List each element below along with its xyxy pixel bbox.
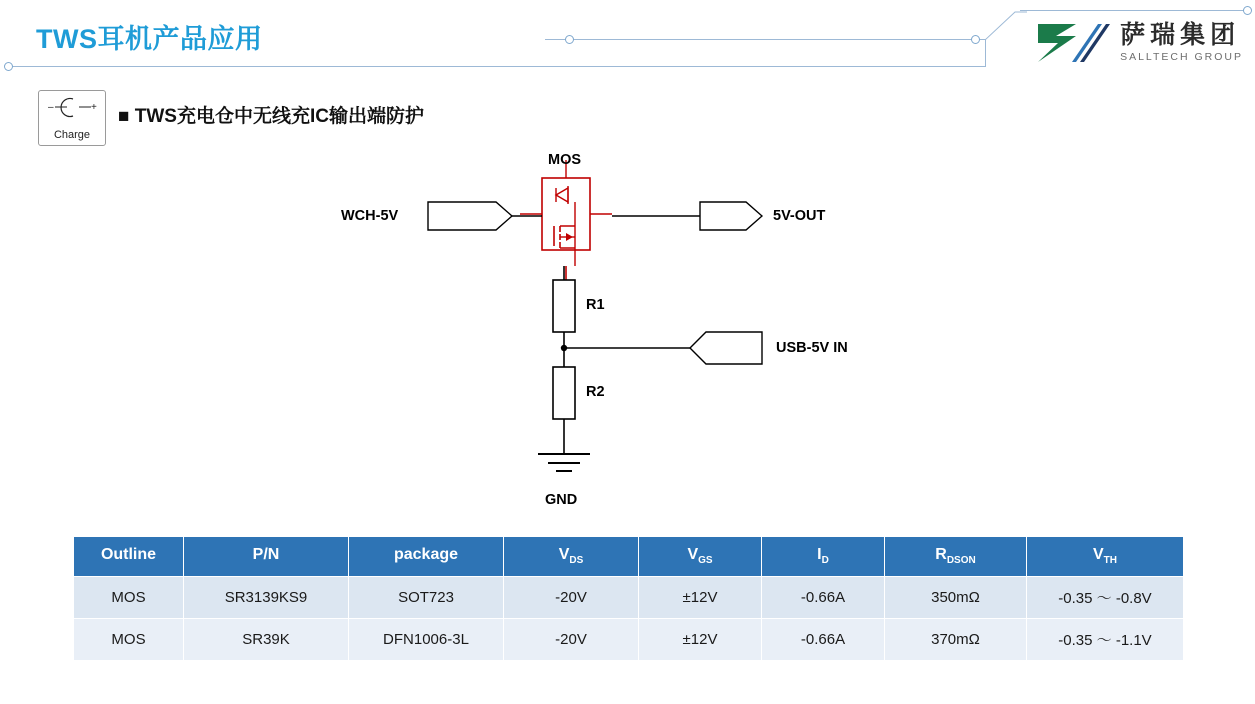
label-mos: MOS [548,152,582,168]
decorative-dot-icon [4,62,13,71]
table-cell: -0.35 ～ -0.8V [1027,577,1184,619]
header-text: I [817,546,822,564]
label-output: 5V-OUT [773,208,826,224]
header-text: V [1092,546,1104,564]
header-rule-bottom [8,66,985,67]
usb-tag-shape [690,332,762,364]
table-cell: 350mΩ [885,577,1027,619]
charge-symbol-icon [39,97,107,123]
svg-text:–: – [48,102,54,113]
table-cell: -0.66A [762,619,885,661]
header-sub: TH [1103,555,1117,567]
header-text: Outline [100,546,157,564]
table-row [74,619,1184,661]
header-sub: GS [698,555,713,567]
table-cell: SR39K [184,619,349,661]
header-text: V [687,546,699,564]
table-header-cell [504,537,639,577]
header-text: V [558,546,570,564]
page-title: TWS耳机产品应用 [36,24,263,54]
table-header-cell [885,537,1027,577]
table-header-row [74,537,1184,577]
section-heading-text: TWS充电仓中无线充IC输出端防护 [134,106,424,127]
logo-mark-icon [1036,22,1110,64]
table-cell: -20V [504,577,639,619]
table-header-cell [639,537,762,577]
table-cell: -20V [504,619,639,661]
page-header [0,0,1255,80]
svg-text:+: + [91,102,97,113]
header-rule-top-right [1020,10,1248,11]
ground-symbol-icon [538,454,590,471]
table-header-cell [74,537,184,577]
logo-text-en: SALLTECH GROUP [1120,51,1243,64]
company-logo [1036,22,1243,64]
table-header-cell [349,537,504,577]
charge-badge [38,90,106,146]
input-tag-shape [428,202,512,230]
section-heading [118,101,424,128]
table-cell: -0.35 ～ -1.1V [1027,619,1184,661]
label-usb: USB-5V IN [776,340,848,356]
header-rule-diagonal [985,10,1027,40]
table-cell: 370mΩ [885,619,1027,661]
header-text: P/N [252,546,280,564]
header-sub: DS [569,555,584,567]
table-cell: SR3139KS9 [184,577,349,619]
output-tag-shape [700,202,762,230]
table-cell: MOS [74,619,184,661]
section-bullet-icon: ■ [118,106,130,127]
resistor-r2-symbol [553,367,575,419]
header-sub: DSON [946,555,976,567]
table-cell: MOS [74,577,184,619]
table-row [74,577,1184,619]
table-cell: ±12V [639,577,762,619]
label-r1: R1 [586,297,605,313]
table-header-cell [1027,537,1184,577]
logo-text-cn: 萨瑞集团 [1120,21,1241,50]
table-cell: SOT723 [349,577,504,619]
decorative-dot-icon [565,35,574,44]
label-input: WCH-5V [341,208,399,224]
header-text: R [935,546,947,564]
table-header-cell [184,537,349,577]
junction-dot-icon [561,345,567,351]
resistor-r1-symbol [553,280,575,332]
label-r2: R2 [586,384,605,400]
header-text: package [393,546,459,564]
circuit-schematic [0,140,1255,520]
table-header-cell [762,537,885,577]
table-cell: ±12V [639,619,762,661]
decorative-dot-icon [1243,6,1252,15]
charge-badge-label: Charge [53,129,91,141]
header-rule-vertical [985,39,986,67]
decorative-dot-icon [971,35,980,44]
label-gnd: GND [545,492,578,508]
header-rule-top [545,39,985,40]
header-sub: D [821,555,829,567]
spec-table [73,536,1184,661]
table-cell: DFN1006-3L [349,619,504,661]
table-cell: -0.66A [762,577,885,619]
schematic-svg [0,140,1255,520]
